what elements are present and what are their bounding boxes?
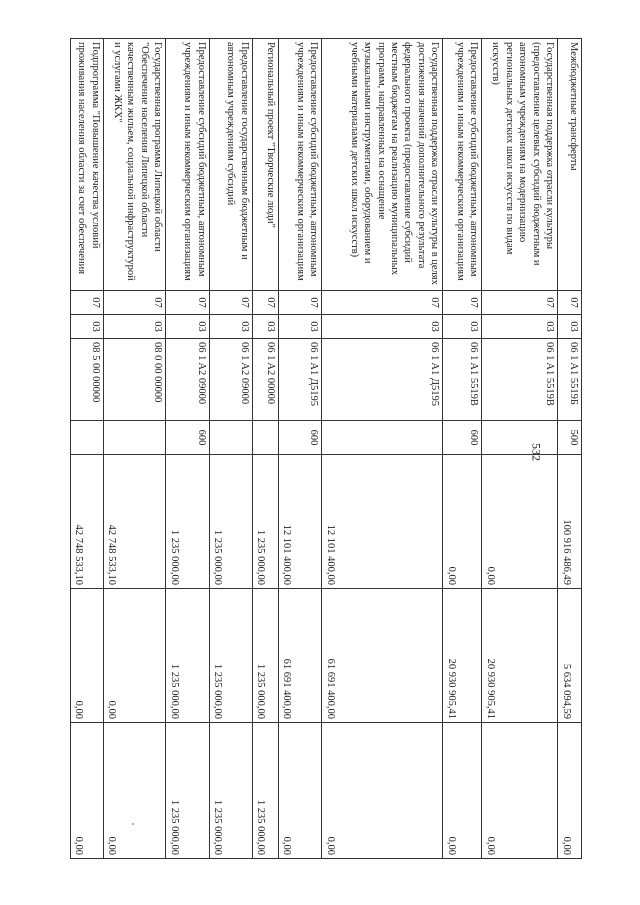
row-expense-type-cell: 600 [278, 421, 321, 455]
row-expense-type-cell [482, 421, 558, 455]
row-name-cell: Предоставление государственным бюджетным и автономным учреждениям субсидий [209, 39, 252, 291]
row-amount-year2-cell: 61 691 400,00 [322, 589, 443, 723]
row-name-cell: Подпрограмма "Повышение качества условий проживания населения области за счет обеспечения [71, 39, 104, 291]
row-section-cell: 07 [482, 291, 558, 315]
row-target-article-cell: 06 1 A1 5519Б [558, 339, 582, 421]
row-amount-year3-cell: 1 235 000,00 [252, 723, 278, 859]
row-expense-type-cell [252, 421, 278, 455]
row-amount-year2-cell: 0,00 [103, 589, 166, 723]
row-amount-year3-cell: 0,00 [558, 723, 582, 859]
row-amount-year3-cell: 1 235 000,00 [166, 723, 209, 859]
row-amount-year1-cell: 1 235 000,00 [252, 455, 278, 589]
row-name-cell: Предоставление субсидий бюджетным, автономным учреждениям и иным некоммерческим организациям [278, 39, 321, 291]
row-section-cell: 07 [278, 291, 321, 315]
row-name-cell: Государственная программа Липецкой области "Обеспечение населения Липецкой области качественным жильем, социальной инфраструктурой и услугами ЖКХ" [103, 39, 166, 291]
row-target-article-cell: 06 1 A2 09000 [166, 339, 209, 421]
row-amount-year3-cell: 0,00 [71, 723, 104, 859]
row-target-article-cell: 06 1 A2 00000 [252, 339, 278, 421]
row-amount-year1-cell: 1 235 000,00 [209, 455, 252, 589]
row-subsection-cell: 03 [103, 315, 166, 339]
table-row [558, 39, 582, 859]
row-target-article-cell: 08 5 00 00000 [71, 339, 104, 421]
row-expense-type-cell [209, 421, 252, 455]
row-section-cell: 07 [322, 291, 443, 315]
row-name-cell: Предоставление субсидий бюджетным, автономным учреждениям и иным некоммерческим организациям [166, 39, 209, 291]
row-amount-year3-cell: 0,00 [322, 723, 443, 859]
table-row [278, 39, 321, 859]
row-amount-year1-cell: 100 916 486,49 [558, 455, 582, 589]
table-row [322, 39, 443, 859]
row-expense-type-cell [103, 421, 166, 455]
row-amount-year2-cell: 1 235 000,00 [252, 589, 278, 723]
row-expense-type-cell: 600 [443, 421, 482, 455]
row-subsection-cell: 03 [209, 315, 252, 339]
row-name-cell: Государственная поддержка отрасли культуры в целях достижения значений дополнительного результата федерального проекта (предоставление субсидий местным бюджетам на реализацию муниципальных программ, направленных на оснащение музыкальными инструментами, оборудованием и учебными материалами детских школ искусств) [322, 39, 443, 291]
table-row [71, 39, 104, 859]
row-amount-year2-cell: 1 235 000,00 [166, 589, 209, 723]
row-subsection-cell: 03 [71, 315, 104, 339]
row-section-cell: 07 [71, 291, 104, 315]
table-row [482, 39, 558, 859]
row-target-article-cell: 06 1 A1 5519В [443, 339, 482, 421]
row-section-cell: 07 [209, 291, 252, 315]
row-amount-year2-cell: 1 235 000,00 [209, 589, 252, 723]
row-expense-type-cell: 600 [166, 421, 209, 455]
row-amount-year1-cell: 0,00 [482, 455, 558, 589]
row-expense-type-cell [322, 421, 443, 455]
row-subsection-cell: 03 [482, 315, 558, 339]
row-amount-year2-cell: 61 691 400,00 [278, 589, 321, 723]
row-expense-type-cell [71, 421, 104, 455]
row-section-cell: 07 [443, 291, 482, 315]
row-name-cell: Государственная поддержка отрасли культуры (предоставление целевых субсидий бюджетным и автономным учреждениям на модернизацию региональных детских школ искусств по видам искусств) [482, 39, 558, 291]
row-name-cell: Предоставление субсидий бюджетным, автономным учреждениям и иным некоммерческим организациям [443, 39, 482, 291]
row-amount-year1-cell: 12 101 400,00 [278, 455, 321, 589]
row-section-cell: 07 [252, 291, 278, 315]
row-amount-year2-cell: 0,00 [71, 589, 104, 723]
row-expense-type-cell: 500 [558, 421, 582, 455]
row-name-cell: Межбюджетные трансферты [558, 39, 582, 291]
row-section-cell: 07 [166, 291, 209, 315]
row-subsection-cell: 03 [166, 315, 209, 339]
row-amount-year2-cell: 20 930 905,41 [482, 589, 558, 723]
row-amount-year1-cell: 1 235 000,00 [166, 455, 209, 589]
row-section-cell: 07 [103, 291, 166, 315]
row-target-article-cell: 06 1 A1 5519В [482, 339, 558, 421]
row-section-cell: 07 [558, 291, 582, 315]
row-name-cell: Региональный проект "Творческие люди" [252, 39, 278, 291]
row-amount-year3-cell: 1 235 000,00 [209, 723, 252, 859]
row-subsection-cell: 03 [278, 315, 321, 339]
scan-speck [132, 823, 134, 825]
row-subsection-cell: 03 [558, 315, 582, 339]
row-amount-year1-cell: 42 748 533,10 [71, 455, 104, 589]
row-amount-year3-cell: 0,00 [482, 723, 558, 859]
row-amount-year2-cell: 20 930 905,41 [443, 589, 482, 723]
table-row [209, 39, 252, 859]
row-amount-year3-cell: 0,00 [443, 723, 482, 859]
page-number: 532 [529, 443, 544, 461]
row-target-article-cell: 06 1 A2 09000 [209, 339, 252, 421]
row-amount-year3-cell: 0,00 [278, 723, 321, 859]
row-target-article-cell: 08 0 00 00000 [103, 339, 166, 421]
row-amount-year1-cell: 12 101 400,00 [322, 455, 443, 589]
table-row [103, 39, 166, 859]
table-row [443, 39, 482, 859]
budget-table [70, 38, 582, 859]
table-row [252, 39, 278, 859]
budget-table-rotated [70, 38, 582, 858]
row-subsection-cell: 03 [322, 315, 443, 339]
row-amount-year1-cell: 0,00 [443, 455, 482, 589]
row-target-article-cell: 06 1 A1 Д5195 [322, 339, 443, 421]
row-subsection-cell: 03 [443, 315, 482, 339]
row-target-article-cell: 06 1 A1 Д5195 [278, 339, 321, 421]
row-amount-year3-cell: 0,00 [103, 723, 166, 859]
row-amount-year1-cell: 42 748 533,10 [103, 455, 166, 589]
row-subsection-cell: 03 [252, 315, 278, 339]
row-amount-year2-cell: 5 634 094,59 [558, 589, 582, 723]
table-row [166, 39, 209, 859]
